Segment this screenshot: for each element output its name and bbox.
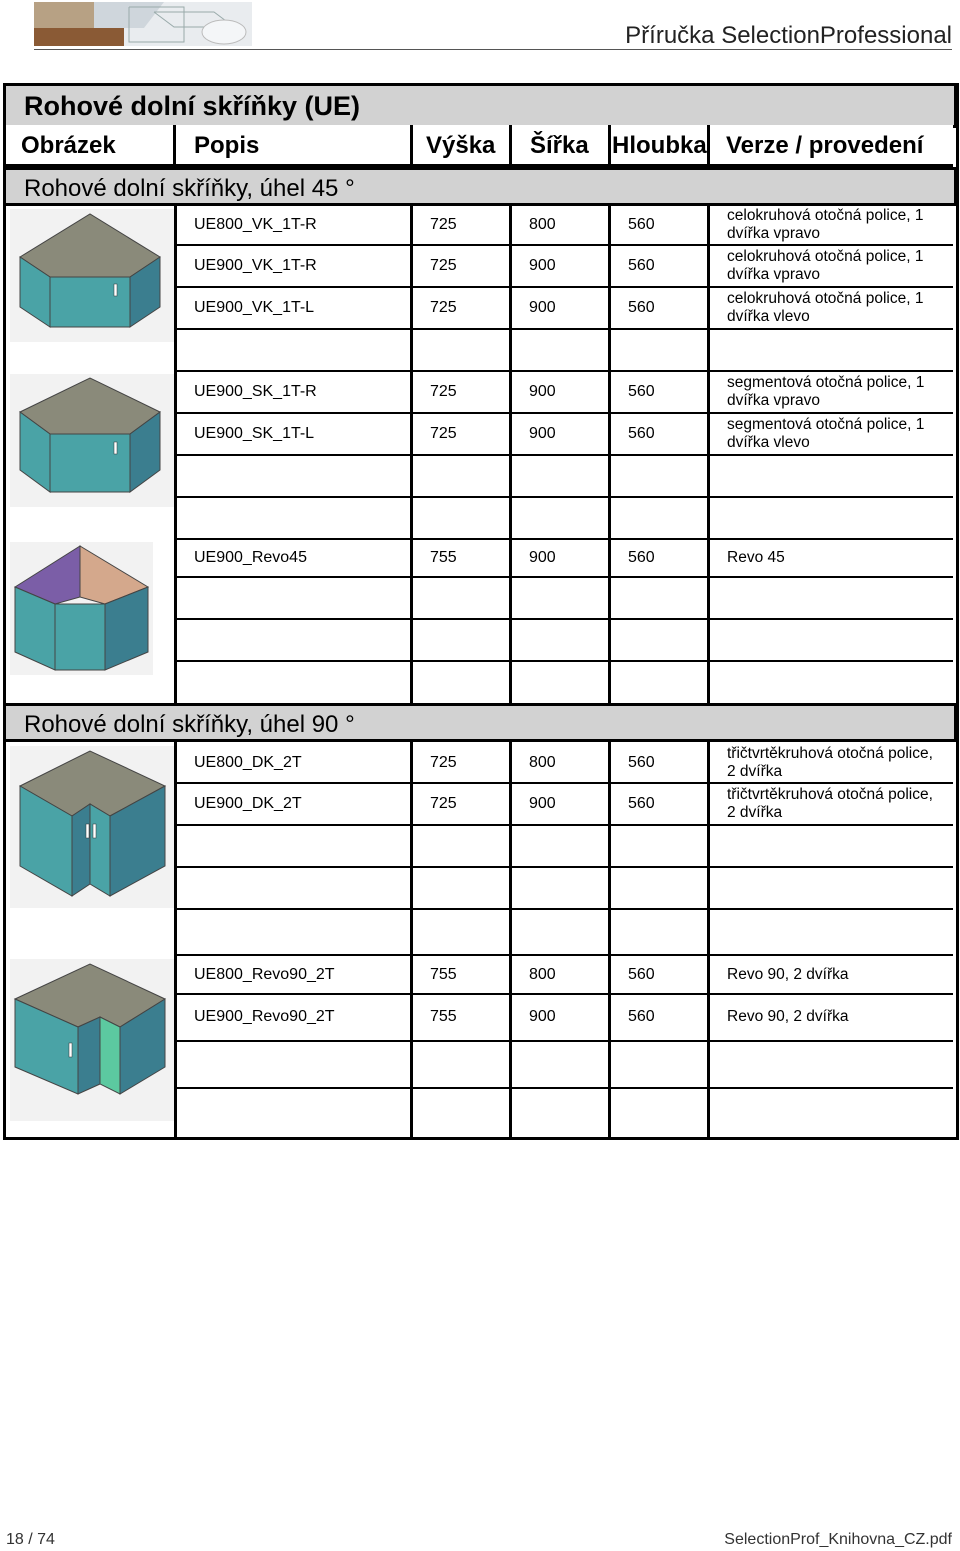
cell-verze: celokruhová otočná police, 1 dvířka vlevo bbox=[727, 290, 924, 325]
col-verze: Verze / provedení bbox=[726, 132, 924, 159]
section-90-title: Rohové dolní skříňky, úhel 90 ° bbox=[24, 711, 355, 738]
grid-hline bbox=[176, 286, 953, 288]
cell-hloubka: 560 bbox=[628, 216, 655, 233]
page-number: 18 / 74 bbox=[6, 1531, 55, 1548]
grid-vline bbox=[174, 742, 177, 1137]
cell-popis: UE900_VK_1T-R bbox=[194, 257, 317, 274]
cell-popis: UE900_Revo90_2T bbox=[194, 1008, 335, 1025]
grid-hline bbox=[176, 1087, 953, 1089]
corner-cabinet-revo45-icon bbox=[10, 542, 153, 680]
cell-vyska: 725 bbox=[430, 216, 457, 233]
cell-popis: UE900_SK_1T-L bbox=[194, 425, 315, 442]
cell-vyska: 725 bbox=[430, 383, 457, 400]
grid-hline bbox=[176, 454, 953, 456]
cell-vyska: 725 bbox=[430, 425, 457, 442]
grid-hline bbox=[176, 538, 953, 540]
cell-sirka: 900 bbox=[529, 549, 556, 566]
cell-verze: Revo 90, 2 dvířka bbox=[727, 1008, 849, 1025]
cell-popis: UE800_Revo90_2T bbox=[194, 966, 335, 983]
column-header-row bbox=[6, 125, 953, 167]
cell-hloubka: 560 bbox=[628, 549, 655, 566]
col-sirka: Šířka bbox=[512, 125, 611, 164]
grid-hline bbox=[176, 954, 953, 956]
cell-verze: segmentová otočná police, 1 dvířka vpravo bbox=[727, 374, 925, 409]
cell-vyska: 725 bbox=[430, 257, 457, 274]
grid-hline bbox=[176, 370, 953, 372]
corner-cabinet-revo90-icon bbox=[10, 959, 174, 1126]
cell-hloubka: 560 bbox=[628, 1008, 655, 1025]
cell-popis: UE900_VK_1T-L bbox=[194, 299, 315, 316]
grid-vline bbox=[509, 742, 512, 1137]
grid-hline bbox=[176, 576, 953, 578]
cell-verze: Revo 45 bbox=[727, 549, 785, 566]
cell-verze: třičtvrtěkruhová otočná police, 2 dvířka bbox=[727, 786, 933, 821]
grid-hline bbox=[176, 866, 953, 868]
cell-popis: UE800_DK_2T bbox=[194, 754, 302, 771]
corner-cabinet-45-segment-icon bbox=[10, 374, 174, 512]
table-title-band bbox=[3, 83, 957, 128]
cell-vyska: 755 bbox=[430, 966, 457, 983]
grid-hline bbox=[176, 1040, 953, 1042]
grid-hline bbox=[176, 993, 953, 995]
cell-verze: třičtvrtěkruhová otočná police, 2 dvířka bbox=[727, 745, 933, 780]
cell-sirka: 900 bbox=[529, 299, 556, 316]
cell-hloubka: 560 bbox=[628, 754, 655, 771]
cell-hloubka: 560 bbox=[628, 383, 655, 400]
cell-hloubka: 560 bbox=[628, 299, 655, 316]
grid-hline bbox=[176, 496, 953, 498]
grid-hline bbox=[176, 660, 953, 662]
table-title: Rohové dolní skříňky (UE) bbox=[24, 91, 361, 121]
cell-verze: celokruhová otočná police, 1 dvířka vpravo bbox=[727, 248, 924, 283]
header-rule bbox=[34, 49, 952, 50]
section-90-band bbox=[3, 703, 957, 742]
cell-popis: UE800_VK_1T-R bbox=[194, 216, 317, 233]
col-popis: Popis bbox=[176, 125, 413, 164]
cell-popis: UE900_SK_1T-R bbox=[194, 383, 317, 400]
cell-verze: Revo 90, 2 dvířka bbox=[727, 966, 849, 983]
col-obrazek: Obrázek bbox=[6, 125, 176, 164]
grid-vline bbox=[707, 742, 710, 1137]
grid-hline bbox=[176, 412, 953, 414]
grid-hline bbox=[176, 782, 953, 784]
cell-sirka: 800 bbox=[529, 754, 556, 771]
cell-sirka: 900 bbox=[529, 1008, 556, 1025]
col-vyska: Výška bbox=[413, 125, 512, 164]
cell-verze: segmentová otočná police, 1 dvířka vlevo bbox=[727, 416, 925, 451]
cell-vyska: 755 bbox=[430, 1008, 457, 1025]
grid-hline bbox=[176, 618, 953, 620]
section-45-band bbox=[3, 167, 957, 206]
cell-verze: celokruhová otočná police, 1 dvířka vpravo bbox=[727, 207, 924, 242]
grid-vline bbox=[608, 742, 611, 1137]
section-45-title: Rohové dolní skříňky, úhel 45 ° bbox=[24, 175, 355, 202]
col-hloubka: Hloubka bbox=[611, 125, 710, 164]
file-name: SelectionProf_Knihovna_CZ.pdf bbox=[724, 1531, 952, 1548]
cell-hloubka: 560 bbox=[628, 966, 655, 983]
grid-hline bbox=[176, 328, 953, 330]
grid-hline bbox=[176, 824, 953, 826]
cell-sirka: 900 bbox=[529, 257, 556, 274]
cell-hloubka: 560 bbox=[628, 257, 655, 274]
cell-vyska: 725 bbox=[430, 795, 457, 812]
grid-vline bbox=[410, 742, 413, 1137]
cell-popis: UE900_DK_2T bbox=[194, 795, 302, 812]
cell-hloubka: 560 bbox=[628, 425, 655, 442]
cell-sirka: 900 bbox=[529, 383, 556, 400]
header-logo bbox=[34, 2, 252, 46]
cell-sirka: 900 bbox=[529, 425, 556, 442]
cell-hloubka: 560 bbox=[628, 795, 655, 812]
header-title: Příručka SelectionProfessional bbox=[625, 22, 952, 49]
cell-sirka: 900 bbox=[529, 795, 556, 812]
cell-vyska: 755 bbox=[430, 549, 457, 566]
cell-popis: UE900_Revo45 bbox=[194, 549, 307, 566]
cell-vyska: 725 bbox=[430, 299, 457, 316]
cell-vyska: 725 bbox=[430, 754, 457, 771]
cell-sirka: 800 bbox=[529, 966, 556, 983]
cell-sirka: 800 bbox=[529, 216, 556, 233]
grid-hline bbox=[176, 908, 953, 910]
corner-cabinet-45-icon bbox=[10, 209, 174, 347]
corner-cabinet-90-icon bbox=[10, 746, 174, 913]
grid-hline bbox=[176, 244, 953, 246]
